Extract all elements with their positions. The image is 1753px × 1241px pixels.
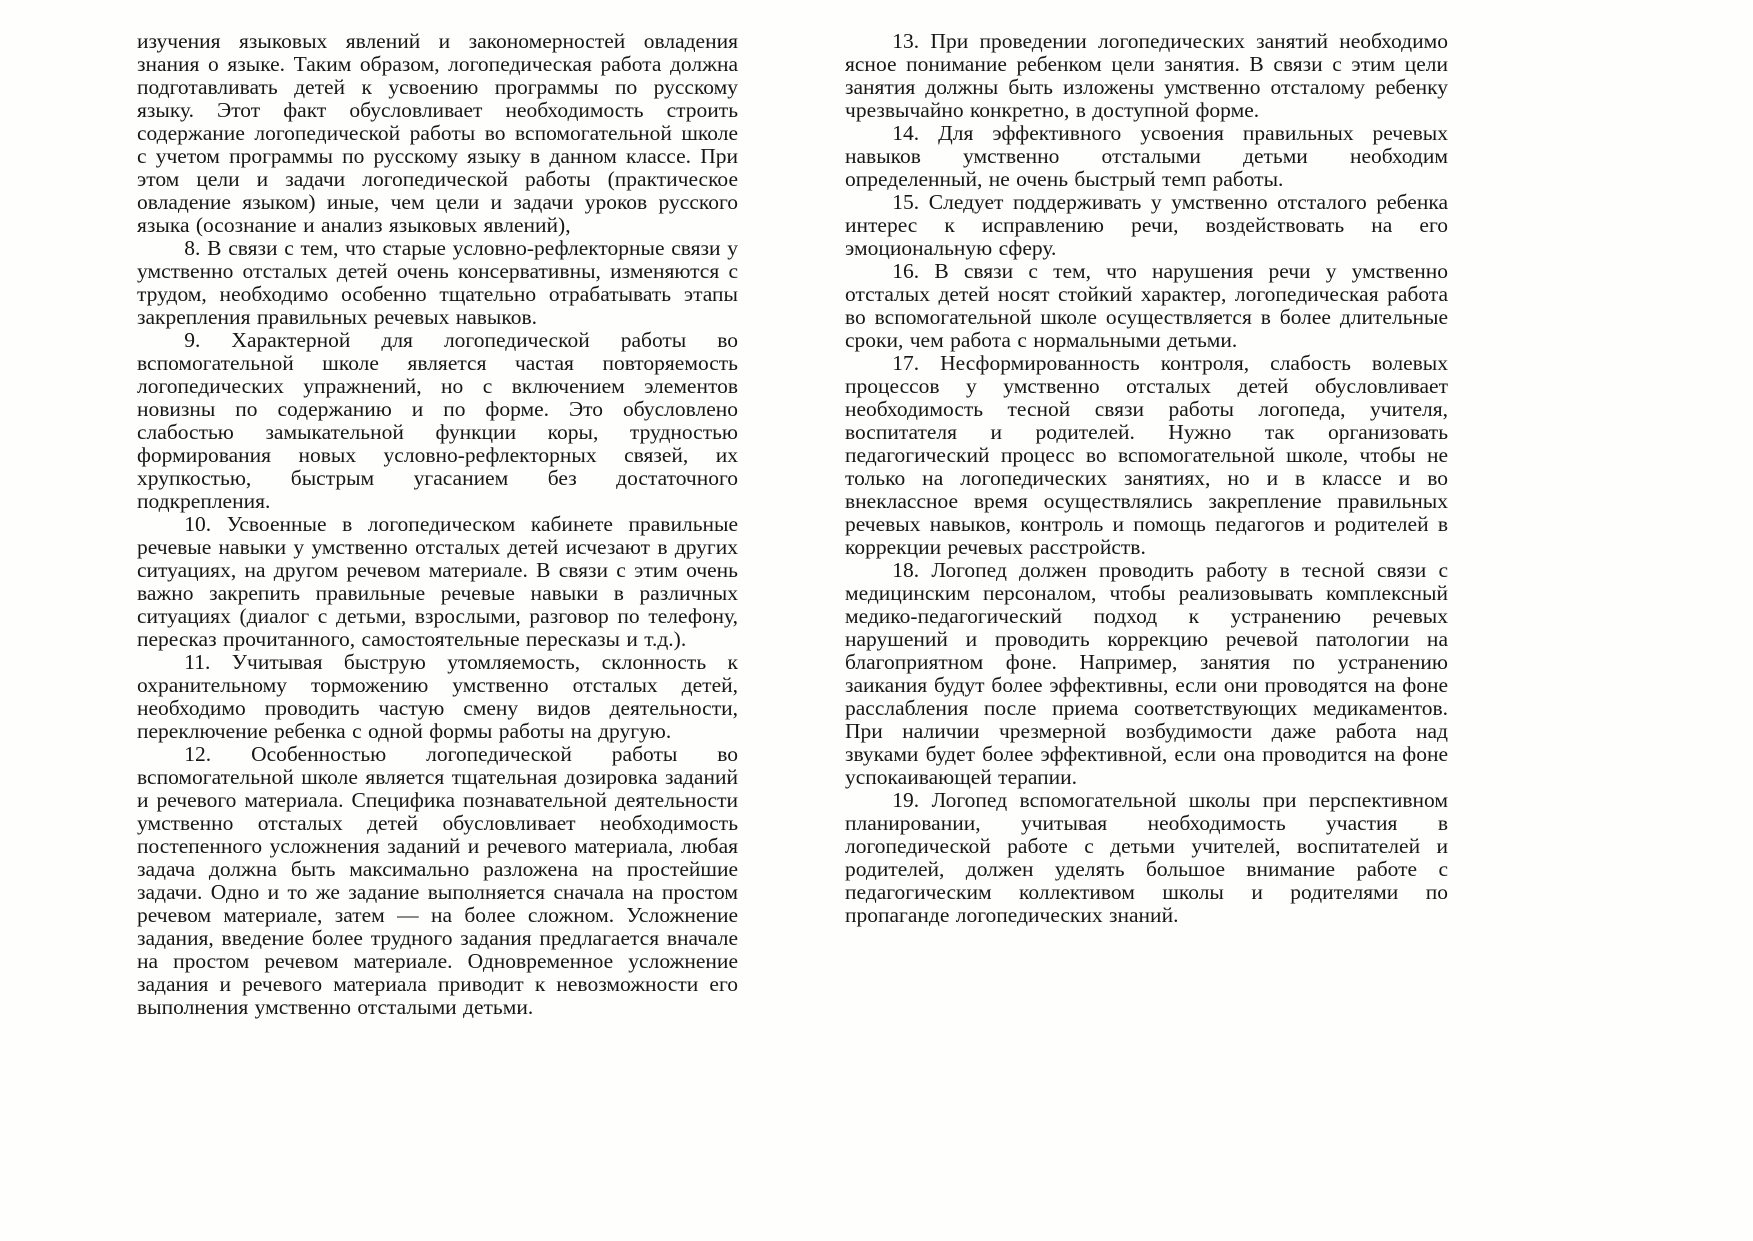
paragraph-13: 13. При проведении логопедических занятий необходимо ясное понимание ребенком цели занятия. В связи с этим цели занятия должны быть изложены умственно отсталому ребенку чрезвычайно конкретно, в доступной форме. bbox=[845, 29, 1448, 122]
paragraph-continuation: изучения языковых явлений и закономерностей овладения знания о языке. Таким образом, логопедическая работа должна подготавливать детей к усвоению программы по русскому языку. Этот факт обусловливает необходимость строить содержание логопедической работы во вспомогательной школе с учетом программы по русскому языку в данном классе. При этом цели и задачи логопедической работы (практическое овладение языком) иные, чем цели и задачи уроков русского языка (осознание и анализ языковых явлений), bbox=[137, 29, 738, 237]
paragraph-8: 8. В связи с тем, что старые условно-рефлекторные связи у умственно отсталых детей очень консервативны, изменяются с трудом, необходимо особенно тщательно отрабатывать этапы закрепления правильных речевых навыков. bbox=[137, 236, 738, 329]
paragraph-15: 15. Следует поддерживать у умственно отсталого ребенка интерес к исправлению речи, воздействовать на его эмоциональную сферу. bbox=[845, 190, 1448, 260]
paragraph-19: 19. Логопед вспомогательной школы при перспективном планировании, учитывая необходимость участия в логопедической работе с детьми учителей, воспитателей и родителей, должен уделять большое внимание работе с педагогическим коллективом школы и родителями по пропаганде логопедических знаний. bbox=[845, 788, 1448, 927]
paragraph-17: 17. Несформированность контроля, слабость волевых процессов у умственно отсталых детей обусловливает необходимость тесной связи работы логопеда, учителя, воспитателя и родителей. Нужно так организовать педагогический процесс во вспомогательной школе, чтобы не только на логопедических занятиях, но и в классе и во внеклассное время осуществлялись закрепление правильных речевых навыков, контроль и помощь педагогов и родителей в коррекции речевых расстройств. bbox=[845, 351, 1448, 559]
left-column bbox=[137, 30, 738, 1019]
right-column bbox=[845, 30, 1448, 927]
paragraph-14: 14. Для эффективного усвоения правильных речевых навыков умственно отсталыми детьми необходим определенный, не очень быстрый темп работы. bbox=[845, 121, 1448, 191]
paragraph-12: 12. Особенностью логопедической работы во вспомогательной школе является тщательная дозировка заданий и речевого материала. Специфика познавательной деятельности умственно отсталых детей обусловливает необходимость постепенного усложнения заданий и речевого материала, любая задача должна быть максимально разложена на простейшие задачи. Одно и то же задание выполняется сначала на простом речевом материале, затем — на более сложном. Усложнение задания, введение более трудного задания предлагается вначале на простом речевом материале. Одновременное усложнение задания и речевого материала приводит к невозможности его выполнения умственно отсталыми детьми. bbox=[137, 742, 738, 1019]
paragraph-10: 10. Усвоенные в логопедическом кабинете правильные речевые навыки у умственно отсталых детей исчезают в других ситуациях, на другом речевом материале. В связи с этим очень важно закрепить правильные речевые навыки в различных ситуациях (диалог с детьми, взрослыми, разговор по телефону, пересказ прочитанного, самостоятельные пересказы и т.д.). bbox=[137, 512, 738, 651]
paragraph-18: 18. Логопед должен проводить работу в тесной связи с медицинским персоналом, чтобы реализовывать комплексный медико-педагогический подход к устранению речевых нарушений и проводить коррекцию речевой патологии на благоприятном фоне. Например, занятия по устранению заикания будут более эффективны, если они проводятся на фоне расслабления после приема соответствующих медикаментов. При наличии чрезмерной возбудимости даже работа над звуками будет более эффективной, если она проводится на фоне успокаивающей терапии. bbox=[845, 558, 1448, 789]
paragraph-16: 16. В связи с тем, что нарушения речи у умственно отсталых детей носят стойкий характер, логопедическая работа во вспомогательной школе осуществляется в более длительные сроки, чем работа с нормальными детьми. bbox=[845, 259, 1448, 352]
paragraph-11: 11. Учитывая быструю утомляемость, склонность к охранительному торможению умственно отсталых детей, необходимо проводить частую смену видов деятельности, переключение ребенка с одной формы работы на другую. bbox=[137, 650, 738, 743]
paragraph-9: 9. Характерной для логопедической работы во вспомогательной школе является частая повторяемость логопедических упражнений, но с включением элементов новизны по содержанию и по форме. Это обусловлено слабостью замыкательной функции коры, трудностью формирования новых условно-рефлекторных связей, их хрупкостью, быстрым угасанием без достаточного подкрепления. bbox=[137, 328, 738, 513]
